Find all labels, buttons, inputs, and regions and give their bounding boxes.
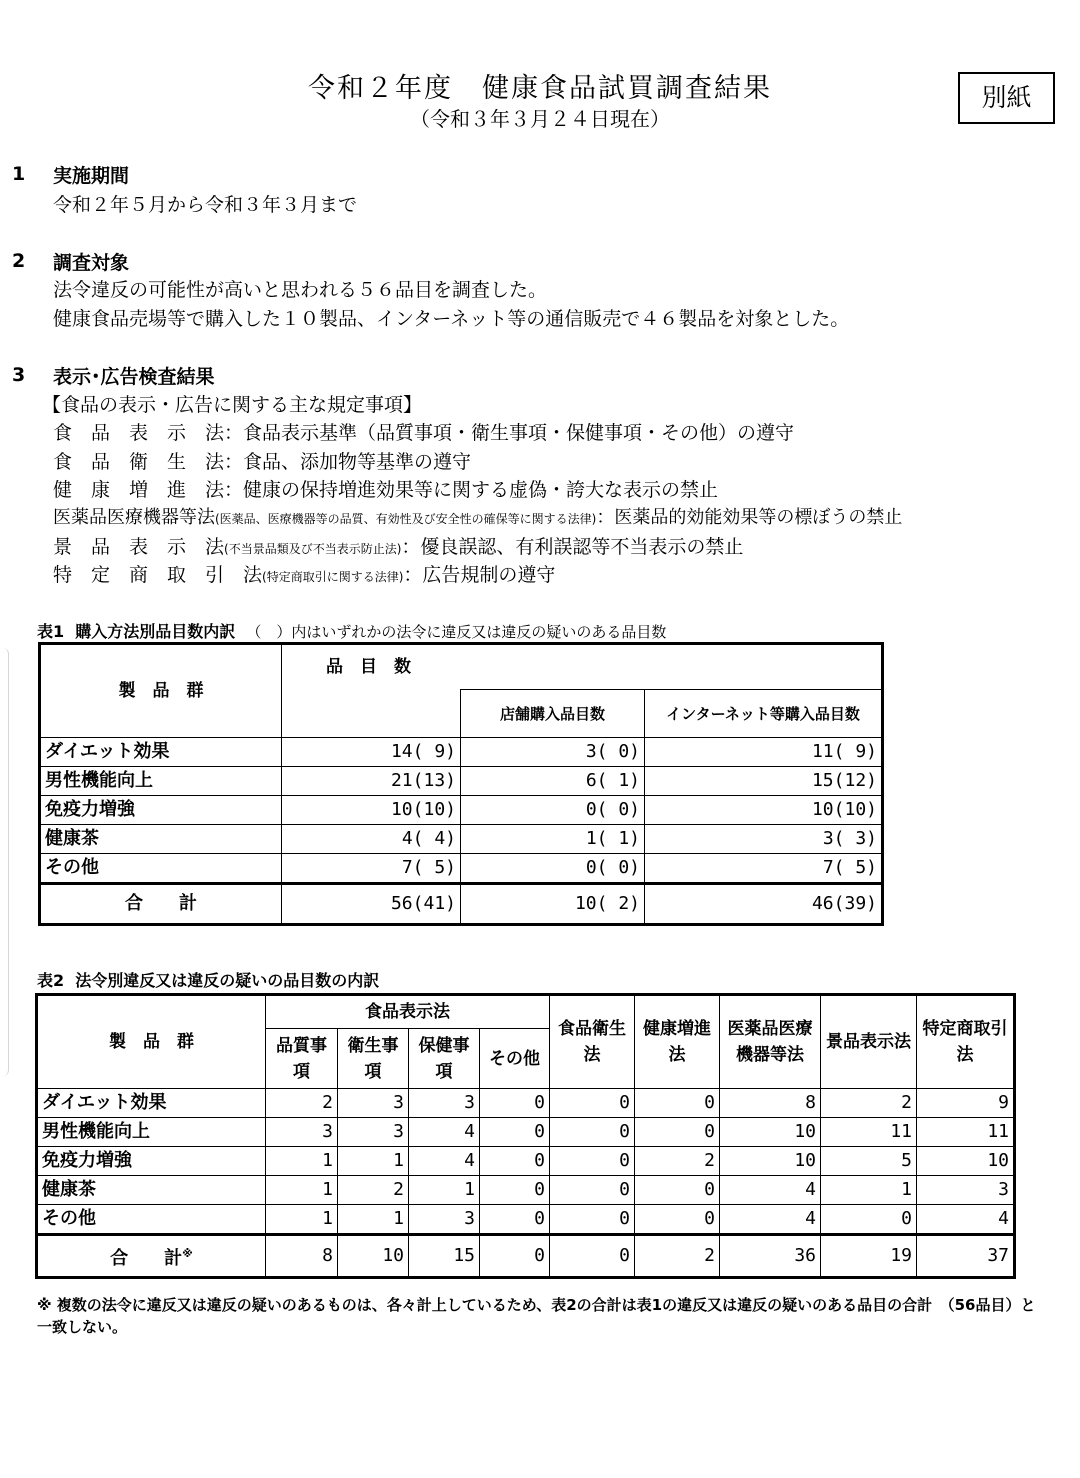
table-total-row: 合 計※ 8 10 15 0 0 2 36 19 37 (37, 1235, 1015, 1278)
t2-header-col: 医薬品医療機器等法 (720, 995, 821, 1089)
cell-value: 4 (409, 1147, 480, 1176)
row-group-label: その他 (37, 1205, 266, 1235)
cell-value: 0 (635, 1118, 720, 1147)
cell-value: 3 (917, 1176, 1015, 1205)
law-row: 健 康 増 進 法：健康の保持増進効果等に関する虚偽・誇大な表示の禁止 (53, 479, 719, 501)
table-row: その他 7( 5) 0( 0) 7( 5) (40, 854, 883, 884)
table-row (37, 1176, 1015, 1205)
t2-header-sub: 保健事項 (409, 1029, 480, 1089)
cell-value: 5 (821, 1147, 917, 1176)
cell-value: 0 (480, 1089, 550, 1118)
row-group-label: 健康茶 (37, 1176, 266, 1205)
cell-value: 2 (821, 1089, 917, 1118)
regulations-heading: 【食品の表示・広告に関する主な規定事項】 (42, 394, 423, 416)
cell-value: 0 (480, 1147, 550, 1176)
table2 (35, 993, 1016, 1279)
t2-header-col: 健康増進法 (635, 995, 720, 1089)
table-row: 健康茶 4( 4) 1( 1) 3( 3) (40, 825, 883, 854)
cell-value: 1 (266, 1147, 338, 1176)
table-row: 免疫力増強 10(10) 0( 0) 10(10) (40, 796, 883, 825)
cell-value: 0 (480, 1205, 550, 1235)
cell-value: 0 (550, 1205, 635, 1235)
section-2-heading: 調査対象 (53, 252, 130, 274)
cell-value: 3 (338, 1118, 409, 1147)
t2-header-group: 製 品 群 (37, 995, 266, 1089)
cell-value: 0 (550, 1118, 635, 1147)
cell-value: 9 (917, 1089, 1015, 1118)
cell-value: 4 (917, 1205, 1015, 1235)
section-1-heading: 実施期間 (53, 165, 130, 187)
cell-value: 3 (409, 1205, 480, 1235)
table-row: ダイエット効果 14( 9) 3( 0) 11( 9) (40, 738, 883, 767)
table-row (37, 1118, 1015, 1147)
cell-value: 1 (338, 1205, 409, 1235)
cell-value: 1 (821, 1176, 917, 1205)
table-row (37, 1147, 1015, 1176)
cell-value: 4 (720, 1205, 821, 1235)
cell-value: 3 (266, 1118, 338, 1147)
row-group-label: 男性機能向上 (37, 1118, 266, 1147)
cell-value: 4 (409, 1118, 480, 1147)
cell-value: 1 (338, 1147, 409, 1176)
cell-value: 11 (917, 1118, 1015, 1147)
t1-header-group: 製 品 群 (40, 644, 282, 738)
cell-value: 3 (409, 1089, 480, 1118)
t1-header-store: 店舗購入品目数 (461, 690, 645, 738)
law-row: 食 品 衛 生 法：食品、添加物等基準の遵守 (53, 451, 472, 473)
law-row: 景 品 表 示 法(不当景品類及び不当表示防止法)：優良誤認、有利誤認等不当表示の禁止 (53, 536, 744, 558)
footnote: ※ 複数の法令に違反又は違反の疑いのあるものは、各々計上しているため、表2の合計は表1の違反又は違反の疑いのある品目の合計 （56品目）と一致しない。 (37, 1296, 1036, 1336)
cell-value: 3 (338, 1089, 409, 1118)
cell-value: 10 (720, 1147, 821, 1176)
t2-header-sub: 衛生事項 (338, 1029, 409, 1089)
row-group-label: 免疫力増強 (37, 1147, 266, 1176)
cell-value: 4 (720, 1176, 821, 1205)
cell-value: 0 (550, 1147, 635, 1176)
cell-value: 0 (635, 1205, 720, 1235)
cell-value: 8 (720, 1089, 821, 1118)
law-row: 医薬品医療機器等法(医薬品、医療機器等の品質、有効性及び安全性の確保等に関する法律)：医薬品的効能効果等の標ぼうの禁止 (53, 507, 903, 528)
cell-value: 0 (635, 1089, 720, 1118)
section-2-number: 2 (12, 250, 26, 272)
table-row (37, 1205, 1015, 1235)
table2-caption: 表2 法令別違反又は違反の疑いの品目数の内訳 (37, 971, 380, 990)
cell-value: 0 (821, 1205, 917, 1235)
row-group-label: ダイエット効果 (37, 1089, 266, 1118)
cell-value: 2 (338, 1176, 409, 1205)
page-edge-shadow (0, 648, 9, 1076)
t2-header-col: 景品表示法 (821, 995, 917, 1089)
t1-header-net: インターネット等購入品目数 (645, 690, 883, 738)
t2-header-sub: 品質事項 (266, 1029, 338, 1089)
attachment-badge: 別紙 (958, 72, 1055, 124)
cell-value: 0 (635, 1176, 720, 1205)
section-3-heading: 表示･広告検査結果 (53, 366, 215, 388)
t2-header-col: 特定商取引法 (917, 995, 1015, 1089)
table1-caption: 表1 購入方法別品目数内訳 （ ）内はいずれかの法令に違反又は違反の疑いのある品目数 (37, 622, 667, 641)
t2-header-food-label: 食品表示法 (266, 995, 550, 1029)
t1-header-items: 品 目 数 (282, 644, 883, 690)
cell-value: 2 (266, 1089, 338, 1118)
section-1-number: 1 (12, 163, 26, 185)
cell-value: 1 (266, 1176, 338, 1205)
cell-value: 1 (266, 1205, 338, 1235)
section-1-text: 令和２年５月から令和３年３月まで (53, 194, 358, 216)
cell-value: 0 (480, 1118, 550, 1147)
law-row: 特 定 商 取 引 法(特定商取引に関する法律)：広告規制の遵守 (53, 564, 556, 586)
cell-value: 10 (917, 1147, 1015, 1176)
page-title: 令和２年度 健康食品試買調査結果 (308, 73, 772, 104)
cell-value: 0 (550, 1176, 635, 1205)
cell-value: 2 (635, 1147, 720, 1176)
table-row (37, 1089, 1015, 1118)
law-row: 食 品 表 示 法：食品表示基準（品質事項・衛生事項・保健事項・その他）の遵守 (53, 422, 795, 444)
table1 (38, 642, 884, 926)
section-3-number: 3 (12, 364, 26, 386)
cell-value: 11 (821, 1118, 917, 1147)
cell-value: 1 (409, 1176, 480, 1205)
table-total-row: 合 計 56(41) 10( 2) 46(39) (40, 884, 883, 925)
page-subtitle: （令和３年３月２４日現在） (410, 107, 670, 131)
section-2-text-1: 法令違反の可能性が高いと思われる５６品目を調査した。 (53, 279, 548, 301)
cell-value: 0 (550, 1089, 635, 1118)
t2-header-sub: その他 (480, 1029, 550, 1089)
t2-header-col: 食品衛生法 (550, 995, 635, 1089)
cell-value: 10 (720, 1118, 821, 1147)
table-row: 男性機能向上 21(13) 6( 1) 15(12) (40, 767, 883, 796)
cell-value: 0 (480, 1176, 550, 1205)
section-2-text-2: 健康食品売場等で購入した１０製品、インターネット等の通信販売で４６製品を対象とした。 (53, 308, 850, 330)
